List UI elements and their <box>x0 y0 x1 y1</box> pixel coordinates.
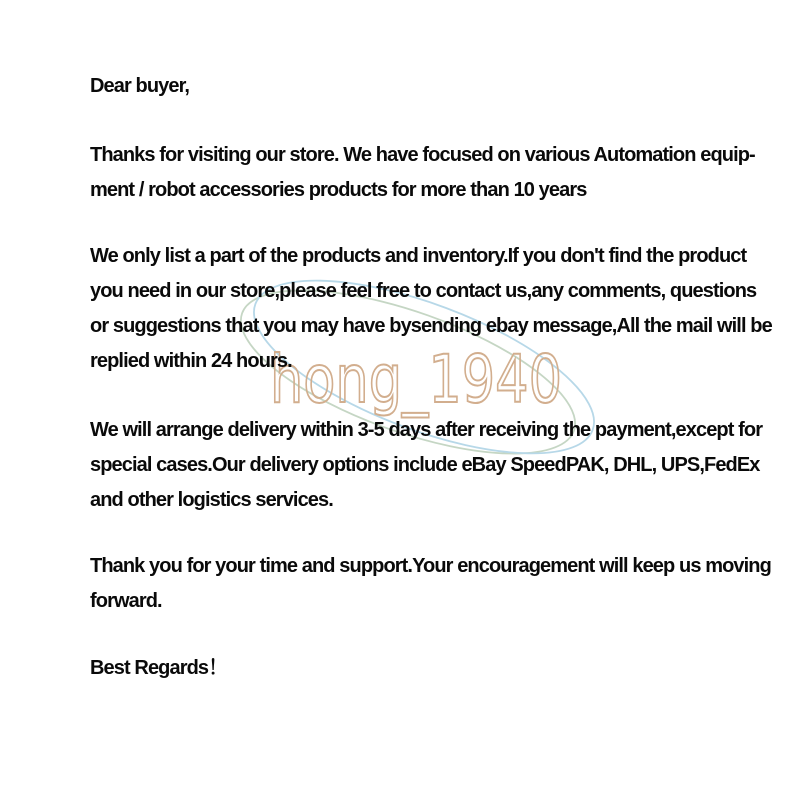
letter-line: and other logistics services. <box>90 489 333 511</box>
letter-paragraph-intro <box>90 138 755 208</box>
letter-line: or suggestions that you may have bysending ebay message,All the mail will be <box>90 315 772 337</box>
letter-line: Thanks for visiting our store. We have focused on various Automation equip- <box>90 144 755 166</box>
watermark-text: hong_1940 <box>270 341 562 418</box>
letter-paragraph-thanks <box>90 549 771 619</box>
letter-paragraph-delivery <box>90 413 762 518</box>
letter-line: ment / robot accessories products for more than 10 years <box>90 179 587 201</box>
letter-line: Dear buyer, <box>90 75 190 97</box>
letter-line: you need in our store,please feel free to contact us,any comments, questions <box>90 280 757 302</box>
letter-paragraph-contact <box>90 239 772 379</box>
letter-line: forward. <box>90 590 162 612</box>
letter-paragraph-signoff <box>90 651 227 686</box>
letter-line: Best Regards！ <box>90 657 228 679</box>
letter-line: We only list a part of the products and inventory.If you don't find the product <box>90 245 747 267</box>
letter-paragraph-greeting <box>90 69 189 104</box>
letter-line: special cases.Our delivery options include eBay SpeedPAK, DHL, UPS,FedEx <box>90 454 760 476</box>
letter-line: We will arrange delivery within 3-5 days after receiving the payment,except for <box>90 419 763 441</box>
letter-line: replied within 24 hours. <box>90 350 292 372</box>
letter-line: Thank you for your time and support.Your encouragement will keep us moving <box>90 555 771 577</box>
